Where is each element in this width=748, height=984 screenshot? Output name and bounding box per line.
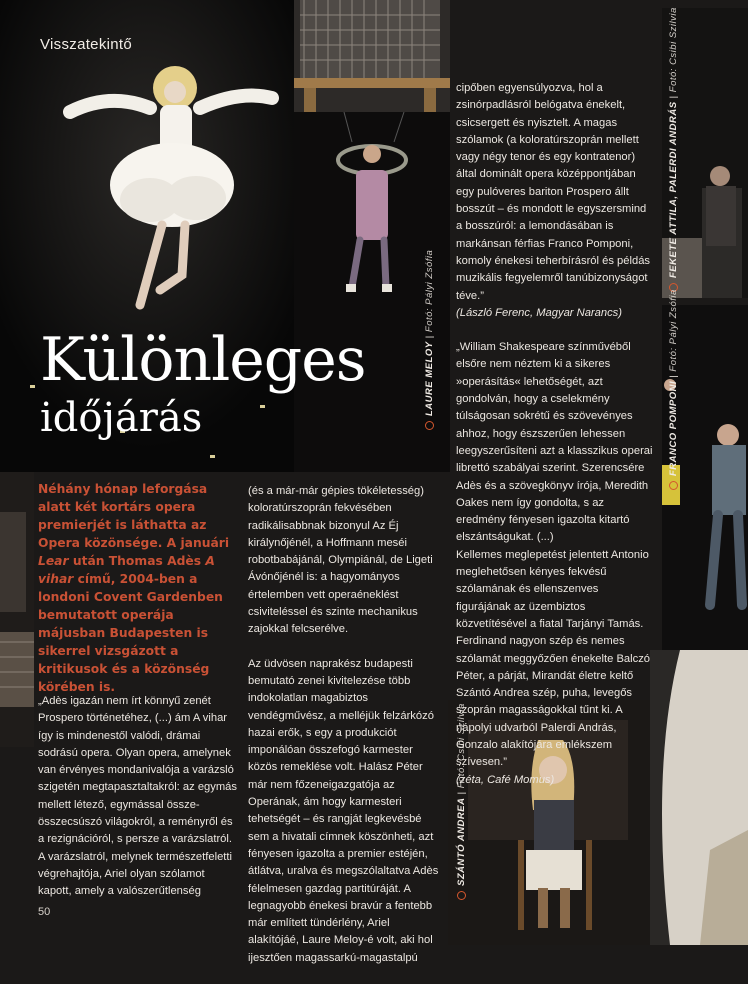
caption-dot-icon bbox=[457, 891, 466, 900]
column-3-paragraph-2: „William Shakespeare színművéből elsőre nem néztem ki a sikeres »operásítás« lehetőségét, azt gondolván, hogy a cselekmény túlságosan sokrétű és szövevényes ahhoz, hogy észszerűen lehessen leegyszerűsíteni azt a klasszikus operai librettó szabályai szerint. Szerencsére Adès és a szövegkönyv írója, Meredith Oakes nem így gondolta, s az eredmény fényesen igazolta kitartó elszántságukat. (...) bbox=[456, 341, 653, 544]
column-1-paragraph: „Adès igazán nem írt könnyű zenét Prospero történetéhez, (...) ám A vihar így is mindenestől valódi, drámai sodrású opera. Olyan opera, amelynek van érvényes mondanivalója a varázsló szigetén megtapasztaltakról: az egymás mellett létező, egymással össze-összecsúszó világokról, a reményről és a rezignációról, s persze a varázslatról. A varázslatról, melynek természetfeletti végrehajtója, Ariel olyan szólamot kapott, amely a valószerűtlenség bbox=[38, 695, 237, 898]
caption-fekete-palerdi: FEKETE ATTILA, PALERDI ANDRÁS | Fotó: Csibi Szilvia bbox=[668, 7, 679, 292]
column-3-source-2: (zéta, Café Momus) bbox=[456, 773, 555, 786]
caption-szanto-andrea: SZÁNTÓ ANDREA | Fotó: Csibi Szilvia bbox=[456, 703, 467, 900]
caption-dot-icon bbox=[425, 421, 434, 430]
photo-left-strip bbox=[0, 472, 34, 747]
page-number: 50 bbox=[38, 906, 51, 918]
column-1 bbox=[38, 693, 238, 918]
column-3-paragraph-1: cipőben egyensúlyozva, hol a zsinórpadlásról belógatva énekelt, csicsergett és nyisztelt. A magas szólamok (a koloratúrszoprán mellett vagy négy tenor és egy kontratenor) által dominált opera középpontjában egy pulóveres bariton Prospero állt bosszút – és mondott le egyszersmind a bosszúról: a lemondásában is markánsan férfias Franco Pomponi, komoly énekesi teherbírásról és példás muzikális fegyelemről tanúbizonyságot téve.” bbox=[456, 82, 651, 302]
column-2-paragraph-2: Az üdvösen naprakész budapesti bemutató zenei kivitelezése több indokolatlan magabiztos vendégművész, a melléjük felzárkózó hazai erők, s egy a produkciót imponálóan összefogó karmester közös remeklése volt. Halász Péter már nem főzeneigazgatója az Operának, ám hogy karmesteri tehetségét – és rangját legkevésbé sem a hivatali címnek köszönheti, azt fényesen igazolta a premier estéjén, átlátva, uralva és megszólaltatva Adès félelmesen gazdag partitúráját. A legnagyobb énekesi bravúr a fentebb már említett tündérlény, Ariel alakítójáé, Laure Meloy-é volt, aki hol ijesztően magassarkú-magastalpú bbox=[248, 657, 439, 964]
photo-stage-set bbox=[650, 650, 748, 945]
section-label: Visszatekintő bbox=[40, 36, 133, 53]
lead-paragraph: Néhány hónap leforgása alatt két kortárs opera premierjét is láthatta az Opera közönsége. A januári Lear után Thomas Adès A vihar című, 2004-ben a londoni Covent Gardenben bemutatott operája májusban Budapesten is sikerrel vizsgázott a kritikusok és a közönség körében is. bbox=[38, 482, 230, 694]
column-3-paragraph-3: Kellemes meglepetést jelentett Antonio meglehetősen kényes fekvésű szólamának és ellenszenves figurájának az üzembiztos közvetítésével a fiatal Tarjányi Tamás. Ferdinand nagyon szép és nemes szólamát meggyőzően énekelte Balczó Péter, a párját, Mirandát életre keltő Szántó Andrea szép, puha, levegős szoprán magasságokkal tűnt ki. A nápolyi udvarból Palerdi András, Gonzalo alakítójára emlékszem szívesen.” bbox=[456, 548, 651, 769]
caption-dot-icon bbox=[669, 481, 678, 490]
column-2 bbox=[248, 483, 440, 984]
column-3 bbox=[456, 80, 654, 806]
photo-cage-structure bbox=[294, 0, 450, 112]
column-2-paragraph-1: (és a már-már gépies tökéletesség) koloratúrszoprán fekvésében radikálisabbnak bizonyul Az Éj királynőjénél, a Hoffmann meséi robotbabájánál, Olympiánál, de Ligeti Ávónőjénél is: a hagyományos értelemben vett operaéneklést csiviteléssel és szinte mechanikus zajokkal felcserélve. bbox=[248, 485, 433, 636]
article-title-line1: Különleges bbox=[40, 325, 366, 395]
caption-franco-pomponi: FRANCO POMPONI | Fotó: Pályi Zsófia bbox=[668, 289, 679, 490]
caption-laure-meloy: LAURE MELOY | Fotó: Pályi Zsófia bbox=[424, 250, 435, 430]
column-3-source-1: (László Ferenc, Magyar Narancs) bbox=[456, 306, 623, 319]
article-title-line2: időjárás bbox=[40, 395, 203, 441]
